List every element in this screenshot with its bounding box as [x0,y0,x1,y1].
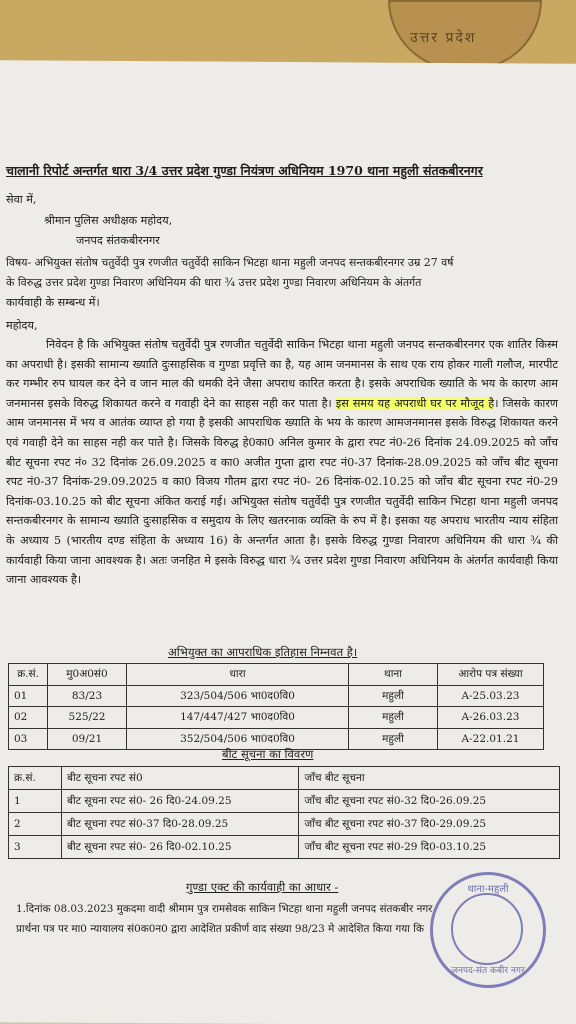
col-beat-inquiry: जाँच बीट सूचना [299,767,560,790]
cell-chargesheet: A-26.03.23 [438,707,544,729]
criminal-history-table [8,663,544,750]
basis-heading: गुण्डा एक्ट की कार्यवाही का आधार - [186,880,339,894]
col-station: थाना [349,664,438,686]
stamp-emblem-icon [451,893,523,965]
col-beat-report: बीट सूचना रपट सं0 [62,767,299,790]
history-heading: अभियुक्त का आपराधिक इतिहास निम्नवत है। [168,645,358,659]
table-row [9,836,560,859]
addressee-officer: श्रीमान पुलिस अधीक्षक महोदय, [44,214,173,227]
col-chargesheet: आरोप पत्र संख्या [438,664,544,686]
cell-case-no: 83/23 [48,685,127,707]
col-case-no: मु0अ0सं0 [48,664,127,686]
body-paragraph [6,335,558,590]
cell-section: 323/504/506 भा0द0वि0 [127,685,349,707]
cell-case-no: 525/22 [48,707,127,729]
cell-beat-report: बीट सूचना रपट सं0- 26 दि0-02.10.25 [62,836,299,859]
cell-sno: 2 [9,813,62,836]
cell-station: महुली [349,707,438,729]
cell-sno: 01 [9,685,48,707]
cell-station: महुली [349,728,438,750]
table-row [9,707,544,729]
table-row [9,790,560,813]
cell-beat-inquiry: जाँच बीट सूचना रपट सं0-29 दि0-03.10.25 [299,836,560,859]
subject-line-2: के विरुद्ध उत्तर प्रदेश गुण्डा निवारण अधिनियम की धारा ¾ उत्तर प्रदेश गुण्डा निवारण अधिनियम के अंतर्गत [6,276,422,289]
cell-sno: 03 [9,728,48,750]
subject-line-1: विषय- अभियुक्त संतोष चतुर्वेदी पुत्र रणजीत चतुर्वेदी साकिन भिटहा थाना महुली जनपद सन्तकबीरनगर उम्र 27 वर्ष [6,256,454,269]
cell-beat-inquiry: जाँच बीट सूचना रपट सं0-37 दि0-29.09.25 [299,813,560,836]
beat-info-table [8,766,560,859]
document-title: चालानी रिपोर्ट अन्तर्गत धारा 3/4 उत्तर प्रदेश गुण्डा नियंत्रण अधिनियम 1970 थाना महुली संतकबीरनगर [6,163,483,178]
col-sno: क्र.सं. [9,767,62,790]
basis-line-2: प्रार्थना पत्र पर मा0 न्यायालय सं0क0न0 द्वारा आदेशित प्रकीर्ण वाद संख्या 98/23 मे आदेशित किया गया कि [16,923,424,935]
col-sno: क्र.सं. [9,664,48,686]
body-text-a: निवेदन है कि अभियुक्त संतोष चतुर्वेदी पुत्र रणजीत चतुर्वेदी साकिन भिटहा थाना महुली जनपद सन्तकबीरनगर एक शातिर किस्म का अपराधी है। इसकी सामान्य ख्याति दुःसाहसिक व गुण्डा प्रवृत्ति का है, यह आम जनमानस के साथ एक राय होकर गाली गलौज, मारपीट कर गम्भीर रुप घायल कर देने व जान माल की धमकी देने जैसा अपराध कारित करता है। इसके अपराधिक ख्याति के भय के कारण आम जनमानस इसके विरुद्ध शिकायत करने व गवाही देने का साहस नही कर पाता है। [6,338,558,410]
table-row [9,685,544,707]
beat-heading: बीट सूचना का विवरण [222,747,314,761]
cell-sno: 3 [9,836,62,859]
cell-beat-inquiry: जाँच बीट सूचना रपट सं0-32 दि0-26.09.25 [299,790,560,813]
table-header-row [9,664,544,686]
body-text-b: । जिसके कारण आम जनमानस में भय व आतंक व्याप्त हो गया है इसकी आपराधिक ख्याति के भय के कारण आमजनमानस इसके विरुद्ध शिकायत करने एवं गवाही देने का साहस नही कर पाते है। जिसके विरुद्ध हे0का0 अनिल कुमार के द्वारा रपट नं0-26 दिनांक 24.09.2025 को जाँच बीट सूचना रपट नं० 32 दिनांक 26.09.2025 व का0 अजीत गुप्ता द्वारा रपट नं0-37 दिनांक-28.09.2025 को जाँच बीट सूचना रपट नं0-37 दिनांक-29.09.2025 व का0 विजय गौतम द्वारा रपट नं0- 26 दिनांक-02.10.25 को जाँच बीट सूचना रपट नं0-29 दिनांक-03.10.25 को बीट सूचना अंकित कराई गई। अभियुक्त संतोष चतुर्वेदी पुत्र रणजीत चतुर्वेदी साकिन भिटहा थाना महुली जनपद सन्तकबीरनगर के सामान्य ख्याति दुःसाहसिक व समुदाय के लिए खतरनाक व्यक्ति के रुप में है। इसका यह अपराध भारतीय न्याय संहिता के अध्याय 5 (भारतीय दण्ड संहिता के अध्याय 16) के अन्तर्गत आता है। इसके विरुद्ध गुण्डा निवारण अधिनियम की धारा ¾ की कार्यवाही किया जाना आवश्यक है। अतः जनहित मे इसके विरुद्ध धारा ¾ उत्तर प्रदेश गुण्डा निवारण अधिनियम के अंतर्गत कार्यवाही किया जाना आवश्यक है। [6,396,558,587]
highlighted-text: इस समय यह अपराधी घर पर मौजूद है [335,396,495,410]
cell-beat-report: बीट सूचना रपट सं0- 26 दि0-24.09.25 [62,790,299,813]
cell-sno: 02 [9,707,48,729]
cell-station: महुली [349,685,438,707]
cell-case-no: 09/21 [48,728,127,750]
cell-section: 147/447/427 भा0द0वि0 [127,707,349,729]
cell-beat-report: बीट सूचना रपट सं0-37 दि0-28.09.25 [62,813,299,836]
col-section: धारा [127,664,349,686]
basis-line-1: 1.दिनांक 08.03.2023 मुकदमा वादी श्रीमाम पुत्र रामसेवक साकिन भिटहा थाना महुली जनपद संतकबीर नगर [16,903,433,915]
stamp-top-text: थाना-महुली [467,884,509,895]
emblem-text: उत्तर प्रदेश [410,30,477,46]
cell-chargesheet: A-25.03.23 [438,685,544,707]
table-header-row [9,767,560,790]
police-station-stamp [430,872,546,988]
addressee-district: जनपद संतकबीरनगर [76,234,160,247]
cell-section: 352/504/506 भा0द0वि0 [127,728,349,750]
stamp-bottom-text: जनपद-संत कबीर नगर [451,966,525,976]
subject-line-3: कार्यवाही के सम्बन्ध में। [6,296,100,309]
seva-me: सेवा में, [6,193,37,206]
salutation: महोदय, [6,319,38,332]
cell-sno: 1 [9,790,62,813]
table-row [9,813,560,836]
cell-chargesheet: A-22.01.21 [438,728,544,750]
